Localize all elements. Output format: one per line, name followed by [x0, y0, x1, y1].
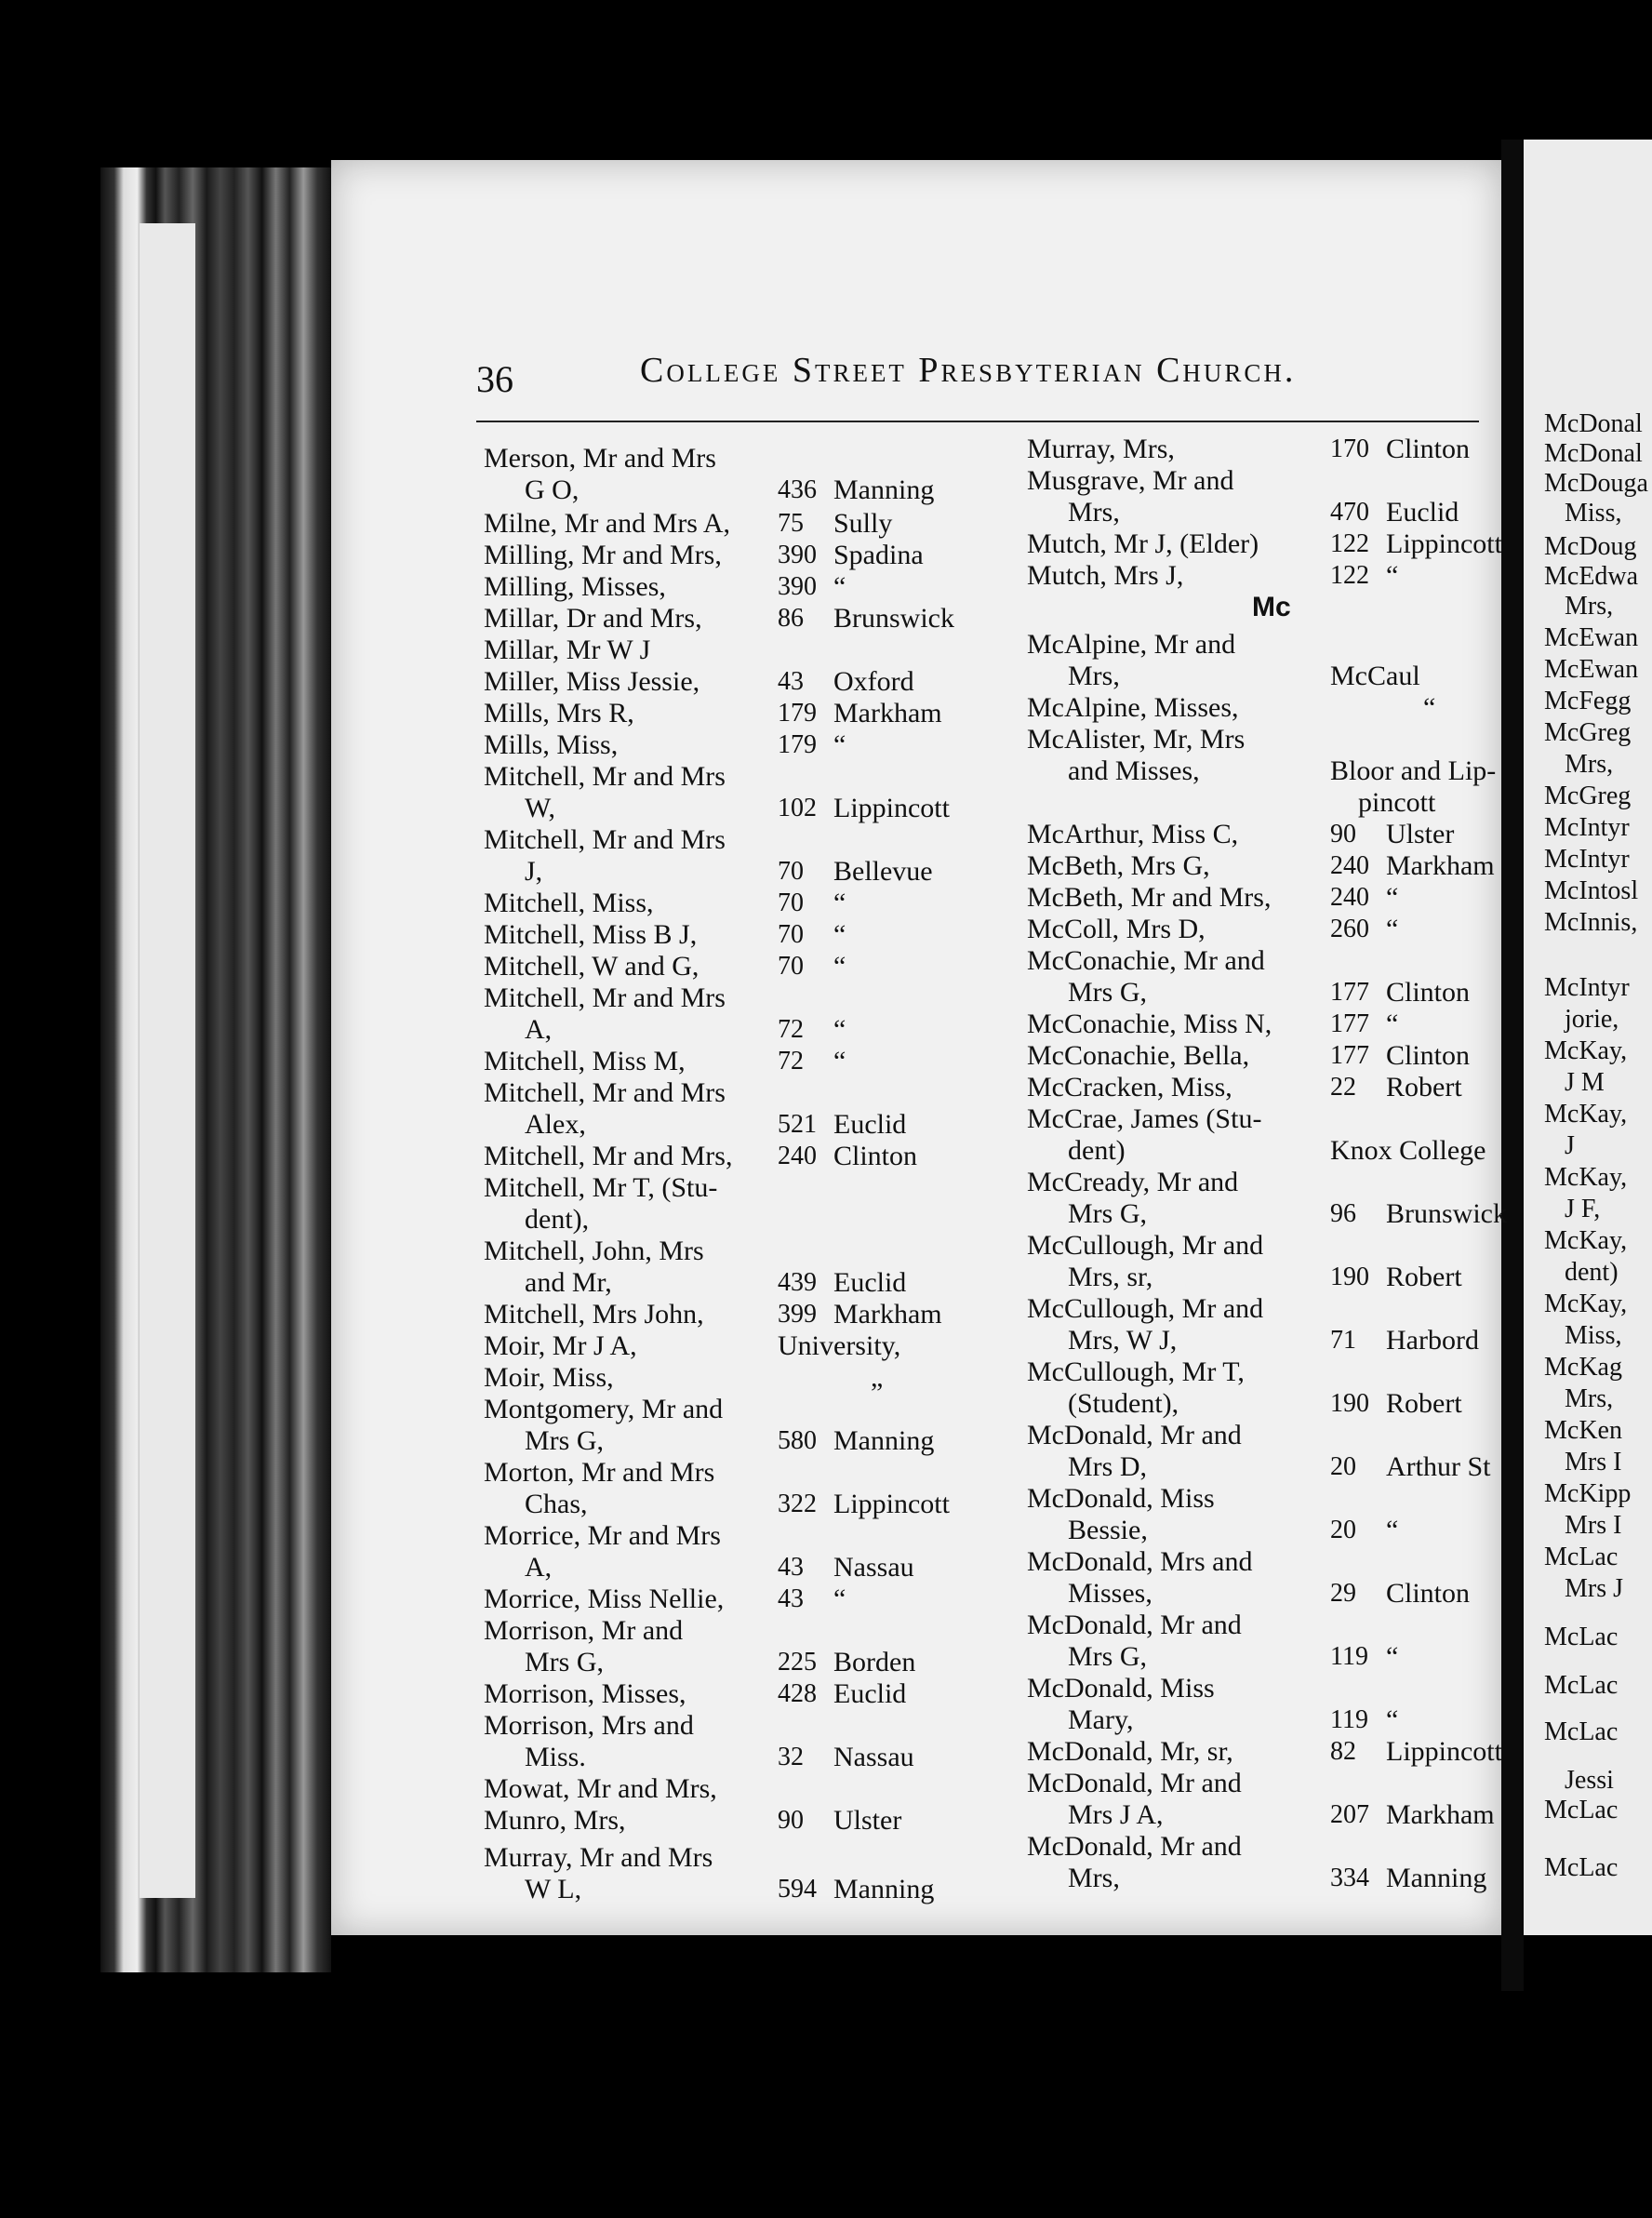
right-page-fragment: McDoug	[1544, 532, 1637, 561]
entry-name: McCullough, Mr and	[1027, 1230, 1264, 1261]
entry-name: Miss.	[525, 1742, 586, 1772]
entry-street: Lippincott	[1386, 1736, 1502, 1767]
entry-house-number: 72	[778, 1015, 804, 1044]
entry-street: Arthur St	[1386, 1451, 1491, 1482]
entry-name: Mrs, W J,	[1068, 1325, 1178, 1356]
entry-house-number: 29	[1330, 1579, 1356, 1608]
entry-name: Morrison, Mr and	[484, 1615, 684, 1646]
entry-name: Mrs G,	[1068, 977, 1148, 1008]
entry-name: McDonald, Miss	[1027, 1673, 1215, 1704]
right-page-fragment: McKen	[1544, 1416, 1622, 1445]
entry-name: Morrice, Mr and Mrs	[484, 1520, 721, 1551]
entry-house-number: 90	[778, 1806, 804, 1835]
entry-street: McCaul	[1330, 661, 1420, 691]
entry-name: Millar, Dr and Mrs,	[484, 603, 702, 634]
right-page-fragment: J F,	[1565, 1195, 1601, 1223]
entry-house-number: 70	[778, 920, 804, 949]
entry-house-number: 179	[778, 730, 817, 759]
entry-street: Lippincott	[833, 1489, 950, 1519]
entry-street: Knox College	[1330, 1135, 1486, 1166]
entry-name: McCullough, Mr and	[1027, 1293, 1264, 1324]
entry-street: Euclid	[833, 1678, 907, 1709]
entry-name: McAlister, Mr, Mrs	[1027, 724, 1246, 755]
entry-name: Mitchell, Mrs John,	[484, 1299, 704, 1329]
entry-house-number: 170	[1330, 434, 1369, 463]
right-page-fragment: McIntyr	[1544, 845, 1630, 874]
entry-house-number: 20	[1330, 1516, 1356, 1544]
entry-house-number: 102	[778, 794, 817, 822]
entry-name: McCready, Mr and	[1027, 1167, 1239, 1197]
entry-name: Mills, Mrs R,	[484, 698, 634, 728]
right-page-fragment: McEwan	[1544, 655, 1639, 684]
entry-street: Manning	[1386, 1863, 1487, 1893]
entry-name: Murray, Mrs,	[1027, 434, 1175, 464]
entry-name: Mrs, sr,	[1068, 1262, 1153, 1292]
entry-name: Misses,	[1068, 1578, 1152, 1609]
right-page-fragment: Mrs,	[1565, 592, 1614, 621]
entry-house-number: 399	[778, 1300, 817, 1329]
entry-name: McDonald, Mr and	[1027, 1420, 1242, 1450]
entry-street: “	[833, 1046, 846, 1076]
entry-name: Milling, Misses,	[484, 571, 666, 602]
page-number: 36	[476, 358, 513, 400]
entry-house-number: 122	[1330, 529, 1369, 558]
header-rule	[476, 421, 1479, 422]
entry-name: Chas,	[525, 1489, 588, 1519]
entry-name: Montgomery, Mr and	[484, 1394, 724, 1424]
entry-name: McAlpine, Misses,	[1027, 692, 1239, 723]
entry-street: Manning	[833, 474, 935, 505]
entry-name: Mrs J A,	[1068, 1799, 1164, 1830]
entry-street: “	[833, 571, 846, 602]
entry-name: McConachie, Bella,	[1027, 1040, 1250, 1071]
entry-name: Mrs G,	[1068, 1641, 1148, 1672]
entry-street: Ulster	[1386, 819, 1455, 849]
entry-name: McCracken, Miss,	[1027, 1072, 1232, 1102]
entry-name: McDonald, Mr and	[1027, 1768, 1242, 1798]
entry-house-number: 240	[1330, 851, 1369, 880]
entry-street: Markham	[833, 698, 942, 728]
entry-house-number: 177	[1330, 1041, 1369, 1070]
entry-street: Markham	[833, 1299, 942, 1329]
entry-house-number: 439	[778, 1268, 817, 1297]
right-page-fragment: dent)	[1565, 1258, 1619, 1287]
entry-name: McCrae, James (Stu-	[1027, 1103, 1262, 1134]
entry-name: McDonald, Mr and	[1027, 1831, 1242, 1862]
entry-name: Milling, Mr and Mrs,	[484, 540, 722, 570]
entry-name: Murray, Mr and Mrs	[484, 1842, 713, 1873]
entry-name: Mrs,	[1068, 1863, 1120, 1893]
entry-name: McColl, Mrs D,	[1027, 914, 1206, 944]
entry-street: Manning	[833, 1874, 935, 1904]
right-page-fragment: McLac	[1544, 1796, 1619, 1824]
entry-house-number: 240	[778, 1142, 817, 1170]
entry-name: Bessie,	[1068, 1515, 1148, 1545]
entry-house-number: 390	[778, 572, 817, 601]
right-page-fragment: Mrs I	[1565, 1448, 1622, 1476]
right-page-fragment: McLac	[1544, 1717, 1619, 1746]
entry-name: W L,	[525, 1874, 582, 1904]
entry-name: Mitchell, Mr and Mrs	[484, 761, 726, 792]
right-page-fragment: McIntyr	[1544, 813, 1630, 842]
entry-name: A,	[525, 1014, 553, 1045]
entry-house-number: 334	[1330, 1864, 1369, 1892]
entry-name: McBeth, Mr and Mrs,	[1027, 882, 1272, 913]
entry-street: Clinton	[1386, 977, 1471, 1008]
entry-house-number: 225	[778, 1648, 817, 1677]
entry-street: Lippincott	[1386, 528, 1502, 559]
entry-house-number: 119	[1330, 1642, 1368, 1671]
right-page-fragment: McLac	[1544, 1853, 1619, 1882]
page-header-title: College Street Presbyterian Church.	[640, 351, 1297, 390]
entry-house-number: 119	[1330, 1705, 1368, 1734]
entry-street: „	[871, 1362, 884, 1393]
right-page-fragment: J M	[1565, 1068, 1605, 1097]
entry-street: “	[1386, 914, 1399, 944]
entry-street: Clinton	[1386, 434, 1471, 464]
right-page-fragment: McEdwa	[1544, 562, 1639, 591]
entry-street: Manning	[833, 1425, 935, 1456]
book-spine	[1501, 140, 1524, 1991]
entry-name: McCullough, Mr T,	[1027, 1356, 1245, 1387]
right-page-fragment: McLac	[1544, 1623, 1619, 1651]
entry-name: and Misses,	[1068, 755, 1200, 786]
page-edges	[100, 167, 331, 1972]
entry-name: A,	[525, 1552, 553, 1583]
entry-house-number: 190	[1330, 1263, 1369, 1291]
entry-name: Mitchell, Mr and Mrs	[484, 1077, 726, 1108]
right-page-fragment: Miss,	[1565, 1321, 1622, 1350]
entry-house-number: 177	[1330, 978, 1369, 1007]
right-page-fragment: McKay,	[1544, 1163, 1628, 1192]
entry-street: University,	[778, 1330, 901, 1361]
entry-name: Mrs G,	[525, 1647, 605, 1677]
entry-name: Mitchell, Miss M,	[484, 1046, 686, 1076]
entry-house-number: 72	[778, 1047, 804, 1076]
entry-name: McBeth, Mrs G,	[1027, 850, 1210, 881]
entry-name: McDonald, Miss	[1027, 1483, 1215, 1514]
entry-street: Nassau	[833, 1742, 914, 1772]
entry-name: Morrice, Miss Nellie,	[484, 1583, 725, 1614]
entry-name: Mrs G,	[525, 1425, 605, 1456]
entry-name: Milne, Mr and Mrs A,	[484, 508, 730, 539]
entry-name: Mitchell, Mr and Mrs	[484, 824, 726, 855]
right-page-fragment: McKay,	[1544, 1226, 1628, 1255]
entry-street: “	[1386, 1641, 1399, 1672]
entry-name: Mitchell, John, Mrs	[484, 1236, 704, 1266]
entry-house-number: 207	[1330, 1800, 1369, 1829]
entry-house-number: 390	[778, 541, 817, 569]
entry-house-number: 322	[778, 1490, 817, 1518]
entry-street: Euclid	[833, 1267, 907, 1298]
entry-street: “	[1386, 560, 1399, 591]
right-page-fragment: McIntosl	[1544, 876, 1639, 905]
entry-name: Morrison, Misses,	[484, 1678, 686, 1709]
entry-name: Moir, Miss,	[484, 1362, 614, 1393]
right-page-fragment: McInnis,	[1544, 908, 1638, 937]
section-heading: Mc	[1252, 592, 1291, 622]
entry-house-number: 96	[1330, 1199, 1356, 1228]
entry-name: dent),	[525, 1204, 590, 1235]
entry-house-number: 43	[778, 1553, 804, 1582]
entry-house-number: 190	[1330, 1389, 1369, 1418]
right-page-fragment: jorie,	[1565, 1005, 1619, 1034]
entry-house-number: 70	[778, 857, 804, 886]
entry-name: Morrison, Mrs and	[484, 1710, 694, 1741]
entry-name: McDonald, Mr and	[1027, 1610, 1242, 1640]
entry-house-number: 260	[1330, 915, 1369, 943]
entry-name: McAlpine, Mr and	[1027, 629, 1236, 660]
right-page-fragment: Mrs I	[1565, 1511, 1622, 1540]
entry-house-number: 436	[778, 475, 817, 504]
entry-name: Mitchell, Miss B J,	[484, 919, 698, 950]
entry-name: Mutch, Mr J, (Elder)	[1027, 528, 1259, 559]
right-page-fragment: Mrs,	[1565, 750, 1614, 779]
entry-house-number: 22	[1330, 1073, 1356, 1102]
entry-name: Millar, Mr W J	[484, 635, 651, 665]
right-page-fragment: McKay,	[1544, 1100, 1628, 1129]
entry-street: “	[833, 729, 846, 760]
entry-house-number: 70	[778, 952, 804, 981]
entry-name: (Student),	[1068, 1388, 1179, 1419]
entry-street: Markham	[1386, 1799, 1495, 1830]
entry-house-number: 70	[778, 889, 804, 917]
entry-name: Merson, Mr and Mrs	[484, 443, 716, 474]
entry-name: J,	[525, 856, 543, 887]
entry-street: Euclid	[1386, 497, 1459, 528]
entry-street: Nassau	[833, 1552, 914, 1583]
right-page-fragment: J	[1565, 1131, 1575, 1160]
entry-street: Robert	[1386, 1072, 1462, 1102]
entry-name: Alex,	[525, 1109, 586, 1140]
entry-name: and Mr,	[525, 1267, 612, 1298]
right-page-fragment: McGreg	[1544, 782, 1632, 810]
right-page-fragment: McFegg	[1544, 687, 1632, 715]
entry-name: Mitchell, Mr T, (Stu-	[484, 1172, 718, 1203]
entry-name: Musgrave, Mr and	[1027, 465, 1234, 496]
entry-name: McConachie, Miss N,	[1027, 1009, 1272, 1039]
entry-name: Moir, Mr J A,	[484, 1330, 637, 1361]
entry-name: McDonald, Mrs and	[1027, 1546, 1253, 1577]
entry-house-number: 177	[1330, 1009, 1369, 1038]
entry-name: Morton, Mr and Mrs	[484, 1457, 715, 1488]
entry-house-number: 20	[1330, 1452, 1356, 1481]
entry-street: “	[1386, 1515, 1399, 1545]
right-page-fragment: Mrs,	[1565, 1384, 1614, 1413]
entry-name: Mrs,	[1068, 661, 1120, 691]
entry-name: Mitchell, W and G,	[484, 951, 699, 982]
entry-street: Spadina	[833, 540, 924, 570]
entry-street: Robert	[1386, 1262, 1462, 1292]
entry-name: Mowat, Mr and Mrs,	[484, 1773, 717, 1804]
entry-street: Ulster	[833, 1805, 902, 1836]
entry-street: Bellevue	[833, 856, 933, 887]
entry-name: dent)	[1068, 1135, 1126, 1166]
entry-name: Mutch, Mrs J,	[1027, 560, 1184, 591]
entry-street: Clinton	[1386, 1040, 1471, 1071]
entry-name: W,	[525, 793, 556, 823]
entry-name: Mills, Miss,	[484, 729, 619, 760]
entry-name: McDonald, Mr, sr,	[1027, 1736, 1233, 1767]
entry-house-number: 86	[778, 604, 804, 633]
right-page-fragment: Jessi	[1565, 1766, 1614, 1795]
entry-street: Robert	[1386, 1388, 1462, 1419]
entry-street: “	[833, 1583, 846, 1614]
entry-house-number: 122	[1330, 561, 1369, 590]
entry-name: Mrs D,	[1068, 1451, 1148, 1482]
entry-house-number: 240	[1330, 883, 1369, 912]
entry-street: “	[833, 919, 846, 950]
entry-street: Borden	[833, 1647, 916, 1677]
entry-street: Euclid	[833, 1109, 907, 1140]
entry-name: Munro, Mrs,	[484, 1805, 626, 1836]
entry-street: Oxford	[833, 666, 914, 697]
entry-house-number: 580	[778, 1426, 817, 1455]
entry-house-number: 43	[778, 1584, 804, 1613]
entry-house-number: 32	[778, 1743, 804, 1771]
entry-street: Clinton	[833, 1141, 918, 1171]
entry-name: Mitchell, Mr and Mrs	[484, 982, 726, 1013]
entry-street: Harbord	[1386, 1325, 1479, 1356]
entry-name: Mrs,	[1068, 497, 1120, 528]
entry-house-number: 594	[778, 1875, 817, 1904]
right-page-fragment: McDouga	[1544, 469, 1648, 498]
entry-street: Clinton	[1386, 1578, 1471, 1609]
entry-house-number: 470	[1330, 498, 1369, 527]
entry-name: Miller, Miss Jessie,	[484, 666, 700, 697]
right-page-fragment: McKay,	[1544, 1289, 1628, 1318]
entry-street: “	[1423, 692, 1436, 723]
right-page-fragment: McKag	[1544, 1353, 1622, 1382]
entry-street: “	[1386, 882, 1399, 913]
entry-name: McArthur, Miss C,	[1027, 819, 1239, 849]
right-page-fragment: McIntyr	[1544, 973, 1630, 1002]
entry-house-number: 521	[778, 1110, 817, 1139]
entry-street: Brunswick	[1386, 1198, 1507, 1229]
entry-street: “	[833, 1014, 846, 1045]
entry-street: Sully	[833, 508, 893, 539]
entry-street: Lippincott	[833, 793, 950, 823]
entry-house-number: 90	[1330, 820, 1356, 848]
entry-street: Bloor and Lip-	[1330, 755, 1497, 786]
entry-name: Mitchell, Mr and Mrs,	[484, 1141, 733, 1171]
page-edge-light	[140, 223, 195, 1898]
entry-house-number: 179	[778, 699, 817, 728]
entry-name: Mary,	[1068, 1704, 1134, 1735]
entry-house-number: 43	[778, 667, 804, 696]
entry-street: “	[1386, 1009, 1399, 1039]
entry-house-number: 428	[778, 1679, 817, 1708]
right-page-fragment: McDonal	[1544, 409, 1643, 438]
entry-name: Mitchell, Miss,	[484, 888, 654, 918]
entry-house-number: 75	[778, 509, 804, 538]
entry-street: Markham	[1386, 850, 1495, 881]
entry-name: Mrs G,	[1068, 1198, 1148, 1229]
right-page-fragment: McGreg	[1544, 718, 1632, 747]
entry-street: “	[1386, 1704, 1399, 1735]
right-page-fragment: McKipp	[1544, 1479, 1632, 1508]
right-page-fragment: McLac	[1544, 1543, 1619, 1571]
right-page-fragment: McLac	[1544, 1671, 1619, 1700]
right-page-fragment: Miss,	[1565, 499, 1622, 528]
entry-house-number: 71	[1330, 1326, 1356, 1355]
right-page-fragment: McDonal	[1544, 439, 1643, 468]
entry-name: McConachie, Mr and	[1027, 945, 1265, 976]
entry-street: “	[833, 951, 846, 982]
entry-name: G O,	[525, 474, 580, 505]
right-page-fragment: Mrs J	[1565, 1574, 1624, 1603]
entry-street: “	[833, 888, 846, 918]
entry-street: pincott	[1358, 787, 1436, 818]
right-page-fragment: McKay,	[1544, 1036, 1628, 1065]
entry-street: Brunswick	[833, 603, 954, 634]
right-page-fragment: McEwan	[1544, 623, 1639, 652]
entry-house-number: 82	[1330, 1737, 1356, 1766]
